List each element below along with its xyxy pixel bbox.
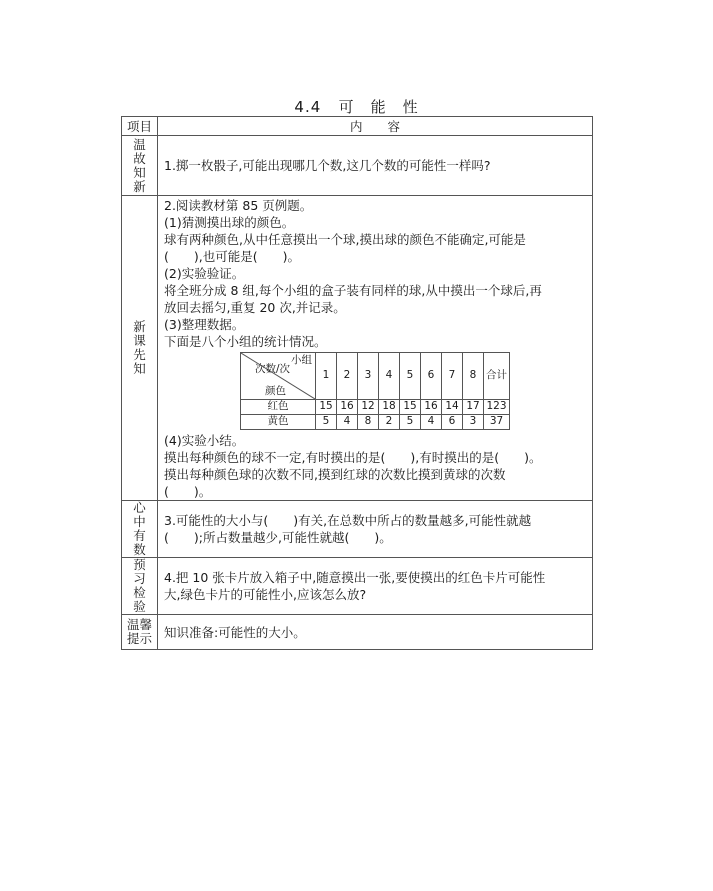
text-line: 摸出每种颜色的球不一定,有时摸出的是( ),有时摸出的是( )。 (164, 449, 542, 465)
cell: 5 (400, 414, 421, 429)
content-preview-check (158, 558, 593, 615)
text-line: 2.阅读教材第 85 页例题。 (164, 197, 313, 213)
diag-bottom-label: 颜色 (265, 384, 286, 397)
question-1: 1.掷一枚骰子,可能出现哪几个数,这几个数的可能性一样吗? (164, 158, 491, 173)
row-preview-check (122, 558, 593, 615)
stat-header-row (241, 352, 510, 399)
section-number: 4.4 (294, 98, 322, 116)
cell: 17 (463, 399, 484, 414)
row-label: 红色 (241, 399, 316, 414)
group-header: 1 (316, 352, 337, 399)
row-in-mind (122, 501, 593, 558)
group-header: 6 (421, 352, 442, 399)
page-title (0, 96, 713, 117)
cell: 4 (421, 414, 442, 429)
text-line: 将全班分成 8 组,每个小组的盒子装有同样的球,从中摸出一个球后,再 (164, 282, 542, 298)
header-item: 项目 (122, 117, 158, 136)
label-preview-check: 预 习 检 验 (122, 558, 158, 615)
diag-top-label: 小组 (291, 353, 312, 366)
text-line: (2)实验验证。 (164, 265, 245, 281)
question-3-line: ( );所占数量越少,可能性就越( )。 (164, 530, 392, 545)
total-cell: 37 (484, 414, 510, 429)
content-new-lesson (158, 196, 593, 501)
label-in-mind: 心 中 有 数 (122, 501, 158, 558)
group-header: 2 (337, 352, 358, 399)
header-row (122, 117, 593, 136)
group-header: 5 (400, 352, 421, 399)
cell: 12 (358, 399, 379, 414)
row-new-lesson (122, 196, 593, 501)
cell: 16 (337, 399, 358, 414)
cell: 16 (421, 399, 442, 414)
label-review: 温 故 知 新 (122, 136, 158, 196)
cell: 4 (337, 414, 358, 429)
group-header: 3 (358, 352, 379, 399)
cell: 8 (358, 414, 379, 429)
section-title: 可 能 性 (338, 98, 419, 116)
text-line: (4)实验小结。 (164, 432, 245, 448)
text-line: (1)猜测摸出球的颜色。 (164, 214, 295, 230)
group-header: 8 (463, 352, 484, 399)
diag-mid-label: 次数/次 (255, 362, 291, 375)
cell: 15 (400, 399, 421, 414)
question-3-line: 3.可能性的大小与( )有关,在总数中所占的数量越多,可能性就越 (164, 513, 532, 528)
text-line: ( ),也可能是( )。 (164, 248, 300, 264)
text-line: 摸出每种颜色球的次数不同,摸到红球的次数比摸到黄球的次数 (164, 466, 506, 482)
cell: 2 (379, 414, 400, 429)
stat-row-yellow (241, 414, 510, 429)
cell: 3 (463, 414, 484, 429)
worksheet-table (121, 116, 593, 650)
cell: 14 (442, 399, 463, 414)
text-line: (3)整理数据。 (164, 316, 245, 332)
text-line: 球有两种颜色,从中任意摸出一个球,摸出球的颜色不能确定,可能是 (164, 231, 526, 247)
row-review (122, 136, 593, 196)
text-line: 放回去摇匀,重复 20 次,并记录。 (164, 299, 346, 315)
stat-row-red (241, 399, 510, 414)
header-content: 内 容 (158, 117, 593, 136)
question-4-line: 大,绿色卡片的可能性小,应该怎么放? (164, 587, 367, 602)
group-header: 4 (379, 352, 400, 399)
label-tips: 温馨 提示 (122, 615, 158, 650)
total-cell: 123 (484, 399, 510, 414)
text-line: 下面是八个小组的统计情况。 (164, 333, 327, 349)
tip-line: 知识准备:可能性的大小。 (164, 624, 306, 640)
total-header: 合计 (484, 352, 510, 399)
diagonal-header-cell (241, 352, 316, 399)
content-in-mind (158, 501, 593, 558)
label-new-lesson: 新 课 先 知 (122, 196, 158, 501)
content-review (158, 136, 593, 196)
row-tips (122, 615, 593, 650)
row-label: 黄色 (241, 414, 316, 429)
group-header: 7 (442, 352, 463, 399)
cell: 5 (316, 414, 337, 429)
content-tips (158, 615, 593, 650)
cell: 18 (379, 399, 400, 414)
cell: 15 (316, 399, 337, 414)
cell: 6 (442, 414, 463, 429)
statistics-table (240, 352, 510, 430)
text-line: ( )。 (164, 483, 212, 499)
question-4-line: 4.把 10 张卡片放入箱子中,随意摸出一张,要使摸出的红色卡片可能性 (164, 570, 546, 585)
